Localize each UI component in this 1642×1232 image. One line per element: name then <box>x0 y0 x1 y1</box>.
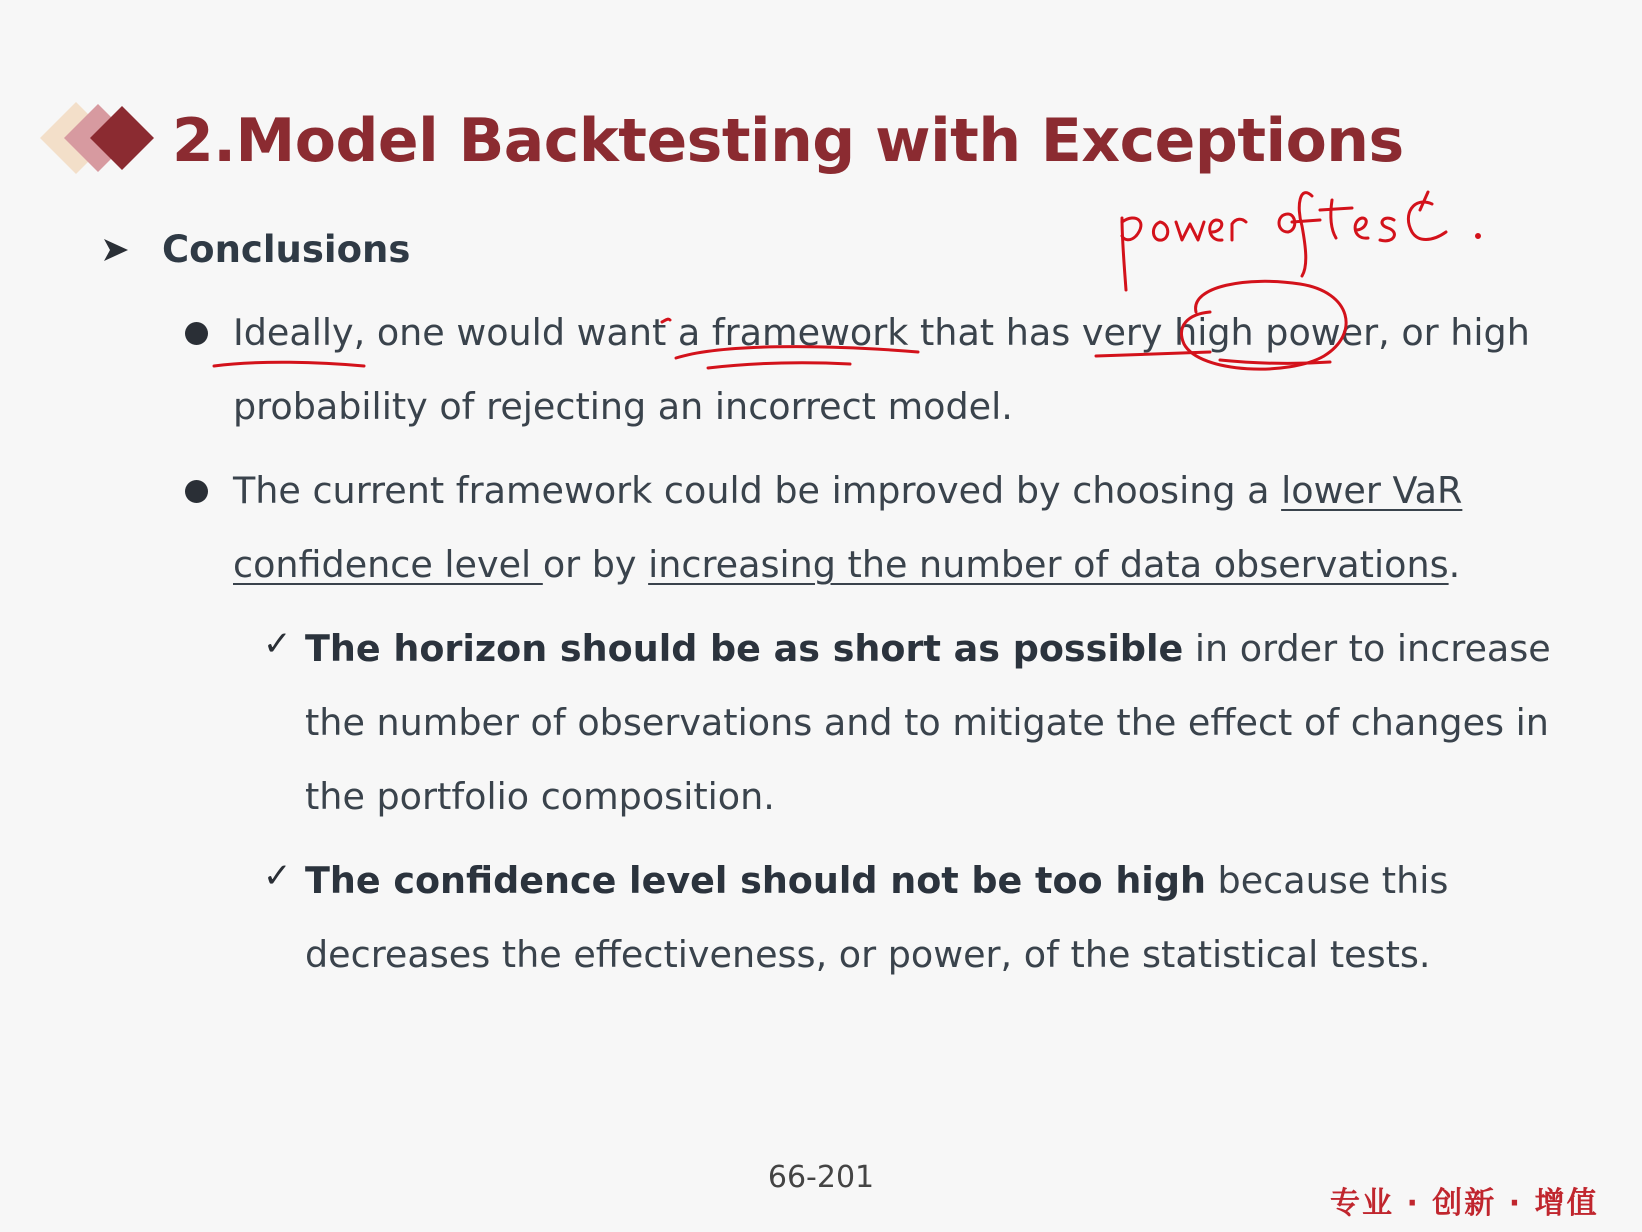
check-2-line-2: decreases the effectiveness, or power, of the statistical tests. <box>305 933 1431 976</box>
check-1-line-2: the number of observations and to mitigate the effect of changes in <box>305 701 1549 744</box>
check-icon: ✓ <box>263 624 292 664</box>
check-1-line-3: the portfolio composition. <box>305 775 775 818</box>
check-2 <box>305 844 1625 992</box>
section-heading <box>102 228 410 271</box>
bullet-1-line-1: Ideally, one would want a framework that has very high power, or high <box>233 311 1530 354</box>
check-1 <box>305 612 1625 834</box>
bullet-2-line-1: The current framework could be improved by choosing a lower VaR <box>233 469 1463 512</box>
check-1-line-1: The horizon should be as short as possible in order to increase <box>305 627 1551 670</box>
bullet-2-line-2: confidence level or by increasing the number of data observations. <box>233 543 1461 586</box>
bullet-1 <box>233 296 1533 444</box>
check-2-line-1: The confidence level should not be too high because this <box>305 859 1449 902</box>
page-number: 66-201 <box>767 1160 875 1195</box>
bullet-1-line-2: probability of rejecting an incorrect model. <box>233 385 1013 428</box>
check-icon: ✓ <box>263 856 292 896</box>
section-label: Conclusions <box>162 228 411 271</box>
bullet-2 <box>233 454 1553 602</box>
arrow-bullet-icon <box>102 237 130 263</box>
bullet-dot-icon <box>185 322 208 345</box>
slide-title: 2.Model Backtesting with Exceptions <box>172 106 1404 176</box>
bullet-dot-icon <box>185 480 208 503</box>
title-diamonds-icon <box>40 100 160 184</box>
brand-slogan: 专业 · 创新 · 增值 <box>1330 1186 1599 1221</box>
